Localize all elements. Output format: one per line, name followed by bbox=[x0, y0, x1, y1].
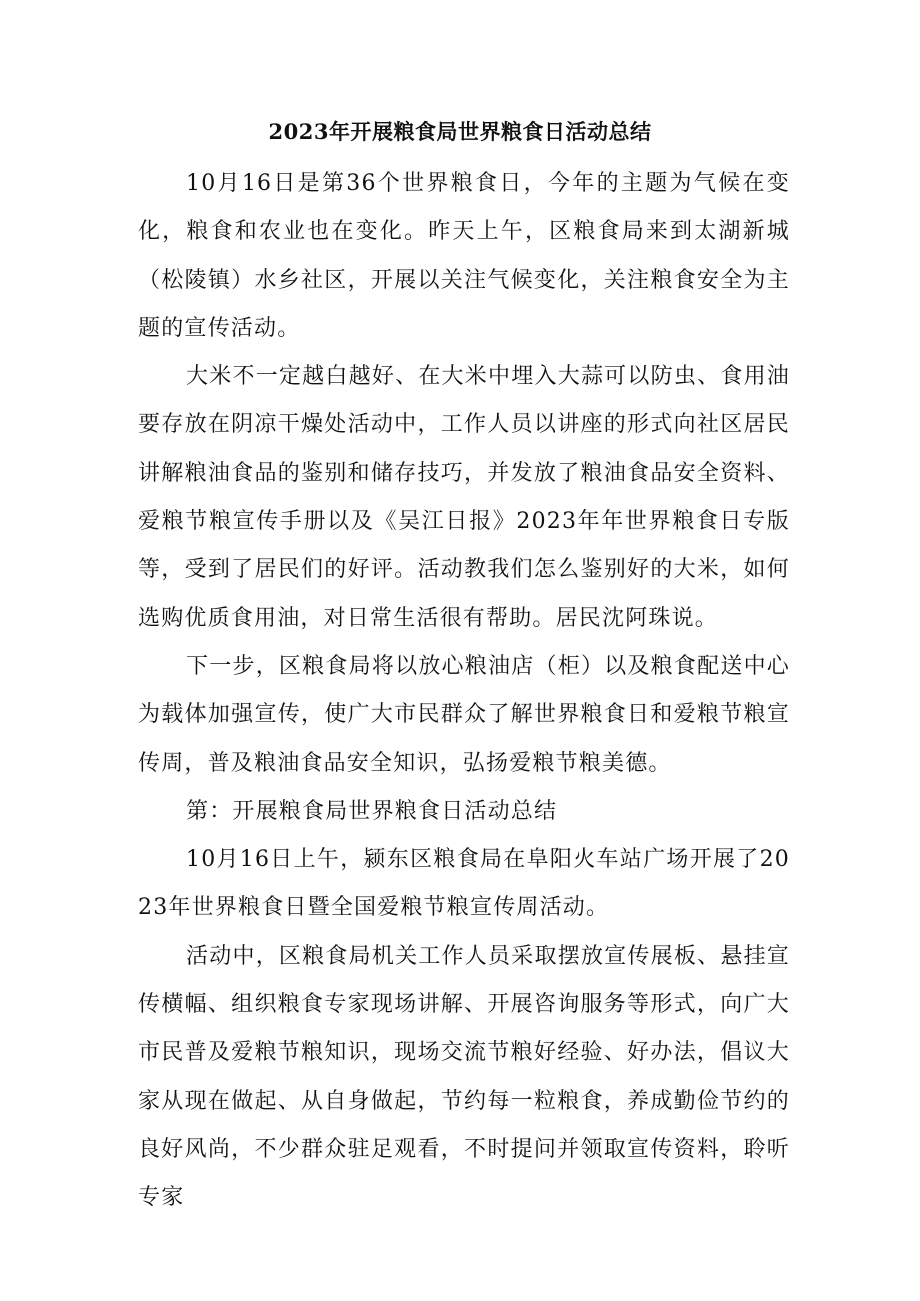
section-heading: 第：开展粮食局世界粮食日活动总结 bbox=[186, 798, 558, 824]
paragraph-1: 10月16日是第36个世界粮食日，今年的主题为气候在变化，粮食和农业也在变化。昨天上午，区粮食局来到太湖新城（松陵镇）水乡社区，开展以关注气候变化，关注粮食安全为主题的宣传活动。 bbox=[138, 171, 790, 341]
paragraph-2: 大米不一定越白越好、在大米中埋入大蒜可以防虫、食用油要存放在阴凉干燥处活动中，工作人员以讲座的形式向社区居民讲解粮油食品的鉴别和储存技巧，并发放了粮油食品安全资料、爱粮节粮宣传手册以及《吴江日报》2023年年世界粮食日专版等，受到了居民们的好评。活动教我们怎么鉴别好的大米，如何选购优质食用油，对日常生活很有帮助。居民沈阿珠说。 bbox=[138, 364, 790, 631]
paragraph-5: 活动中，区粮食局机关工作人员采取摆放宣传展板、悬挂宣传横幅、组织粮食专家现场讲解、开展咨询服务等形式，向广大市民普及爱粮节粮知识，现场交流节粮好经验、好办法，倡议大家从现在做起、从自身做起，节约每一粒粮食，养成勤俭节约的良好风尚，不少群众驻足观看，不时提问并领取宣传资料，聆听专家 bbox=[138, 943, 790, 1211]
document-body bbox=[138, 160, 790, 1223]
paragraph-3: 下一步，区粮食局将以放心粮油店（柜）以及粮食配送中心为载体加强宣传，使广大市民群众了解世界粮食日和爱粮节粮宣传周，普及粮油食品安全知识，弘扬爱粮节粮美德。 bbox=[138, 653, 790, 776]
paragraph-4: 10月16日上午，颍东区粮食局在阜阳火车站广场开展了2023年世界粮食日暨全国爱粮节粮宣传周活动。 bbox=[138, 847, 790, 921]
document-title: 2023年开展粮食局世界粮食日活动总结 bbox=[268, 119, 652, 144]
